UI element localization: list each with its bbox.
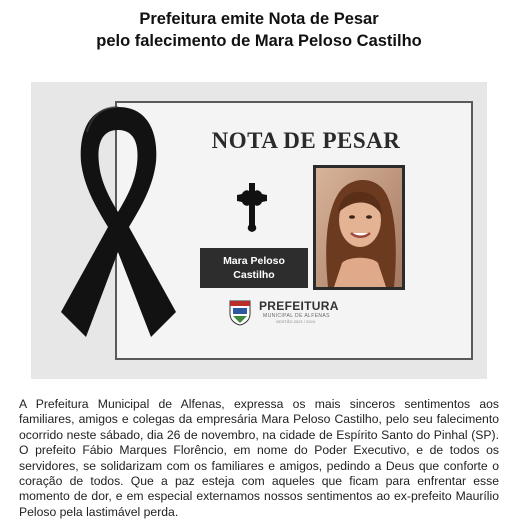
logo-subtitle: MUNICIPAL DE ALFENAS xyxy=(263,313,330,319)
card-title: NOTA DE PESAR xyxy=(211,128,401,153)
mourning-ribbon-icon xyxy=(51,102,186,352)
headline-line-1: Prefeitura emite Nota de Pesar xyxy=(139,10,379,28)
portrait-photo xyxy=(313,165,405,290)
name-line-2: Castilho xyxy=(233,269,275,281)
logo-term: GESTÃO 2021 / 2024 xyxy=(276,319,315,324)
article-body: A Prefeitura Municipal de Alfenas, expressa os mais sinceros sentimentos aos familiares, amigos e colegas da empresária Mara Peloso Castilho, pelo seu falecimento ocorrido neste sábado, dia 26 de novembro, na cidade de Espírito Santo do Pinhal (SP). O prefeito Fábio Marques Florêncio, em nome do Poder Executivo, e de todos os servidores, se solidarizam com os familiares e amigos, pedindo a Deus que conforte o coração de todos. Que a paz esteja com aqueles que ficam para enfrentar esse momento de dor, e em especial externamos nossos sentimentos ao ex-prefeito Maurílio Peloso pela lastimável perda. xyxy=(19,397,499,519)
deceased-name-label xyxy=(200,248,308,288)
logo-title: PREFEITURA xyxy=(259,299,339,313)
article-headline xyxy=(0,8,518,52)
city-crest-icon xyxy=(226,298,254,326)
condolence-card-image xyxy=(31,82,487,379)
portrait-illustration xyxy=(316,168,402,287)
city-hall-logo xyxy=(226,298,346,326)
cross-icon xyxy=(235,181,269,233)
headline-line-2: pelo falecimento de Mara Peloso Castilho xyxy=(96,32,422,50)
name-line-1: Mara Peloso xyxy=(223,255,285,267)
